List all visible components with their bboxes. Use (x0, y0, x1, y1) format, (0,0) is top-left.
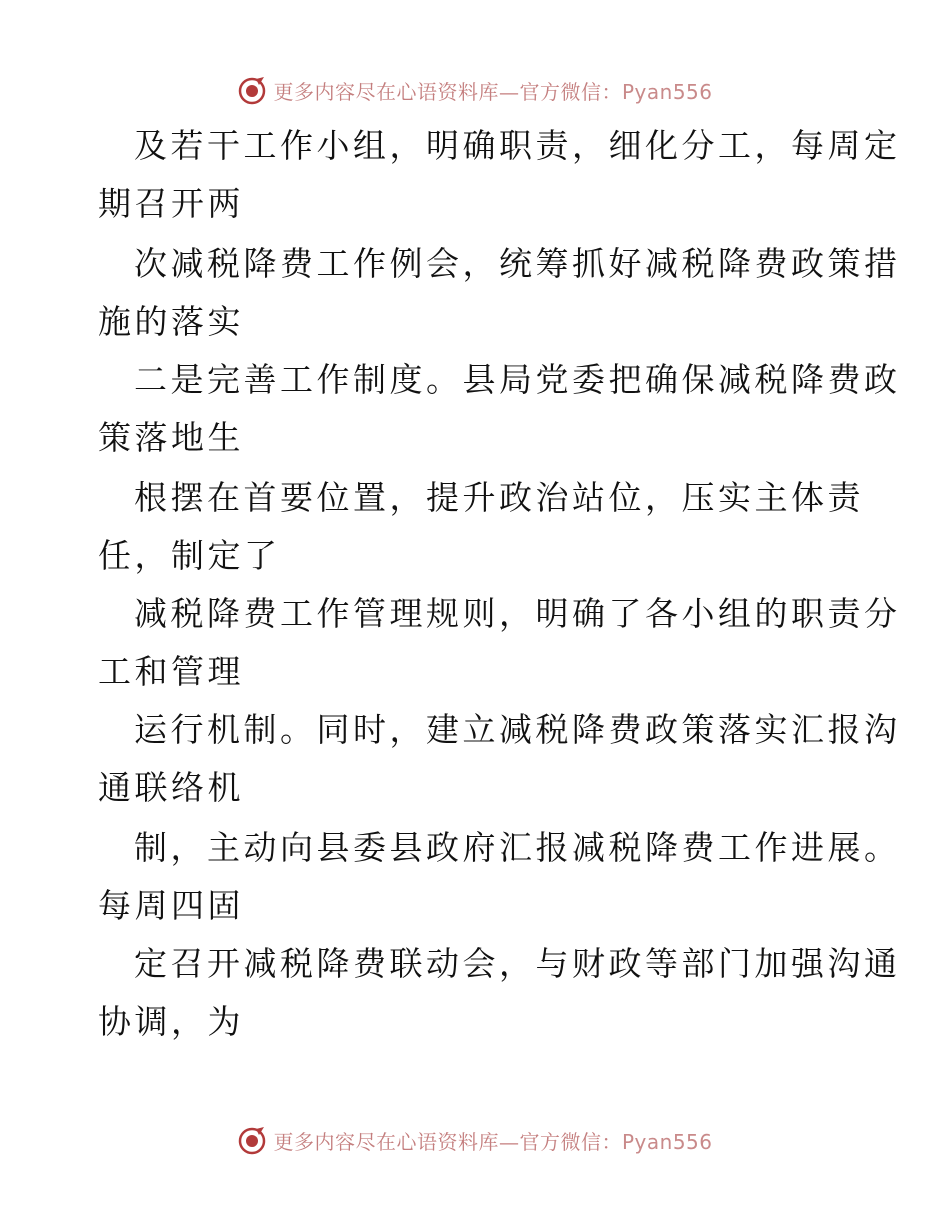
brand-logo-icon (237, 1125, 267, 1155)
body-line: 工和管理 (98, 652, 244, 691)
body-line: 协调，为 (98, 1002, 244, 1041)
body-line: 运行机制。同时，建立减税降费政策落实汇报沟 (134, 710, 901, 749)
watermark-text: 更多内容尽在心语资料库—官方微信：Pyan556 (273, 1129, 713, 1154)
body-line: 根摆在首要位置，提升政治站位，压实主体责 (134, 478, 864, 517)
body-line: 减税降费工作管理规则，明确了各小组的职责分 (134, 594, 901, 633)
watermark-text: 更多内容尽在心语资料库—官方微信：Pyan556 (273, 79, 713, 104)
footer-watermark (0, 1120, 950, 1160)
body-line: 施的落实 (98, 302, 244, 341)
body-line: 期召开两 (98, 184, 244, 223)
body-line: 制，主动向县委县政府汇报减税降费工作进展。 (134, 828, 901, 867)
body-line: 任，制定了 (98, 536, 281, 575)
body-line: 及若干工作小组，明确职责，细化分工，每周定 (134, 126, 901, 165)
body-line: 二是完善工作制度。县局党委把确保减税降费政 (134, 360, 901, 399)
body-line: 次减税降费工作例会，统筹抓好减税降费政策措 (134, 244, 901, 283)
body-line: 通联络机 (98, 768, 244, 807)
body-line: 策落地生 (98, 418, 244, 457)
body-line: 每周四固 (98, 886, 244, 925)
body-line: 定召开减税降费联动会，与财政等部门加强沟通 (134, 944, 901, 983)
